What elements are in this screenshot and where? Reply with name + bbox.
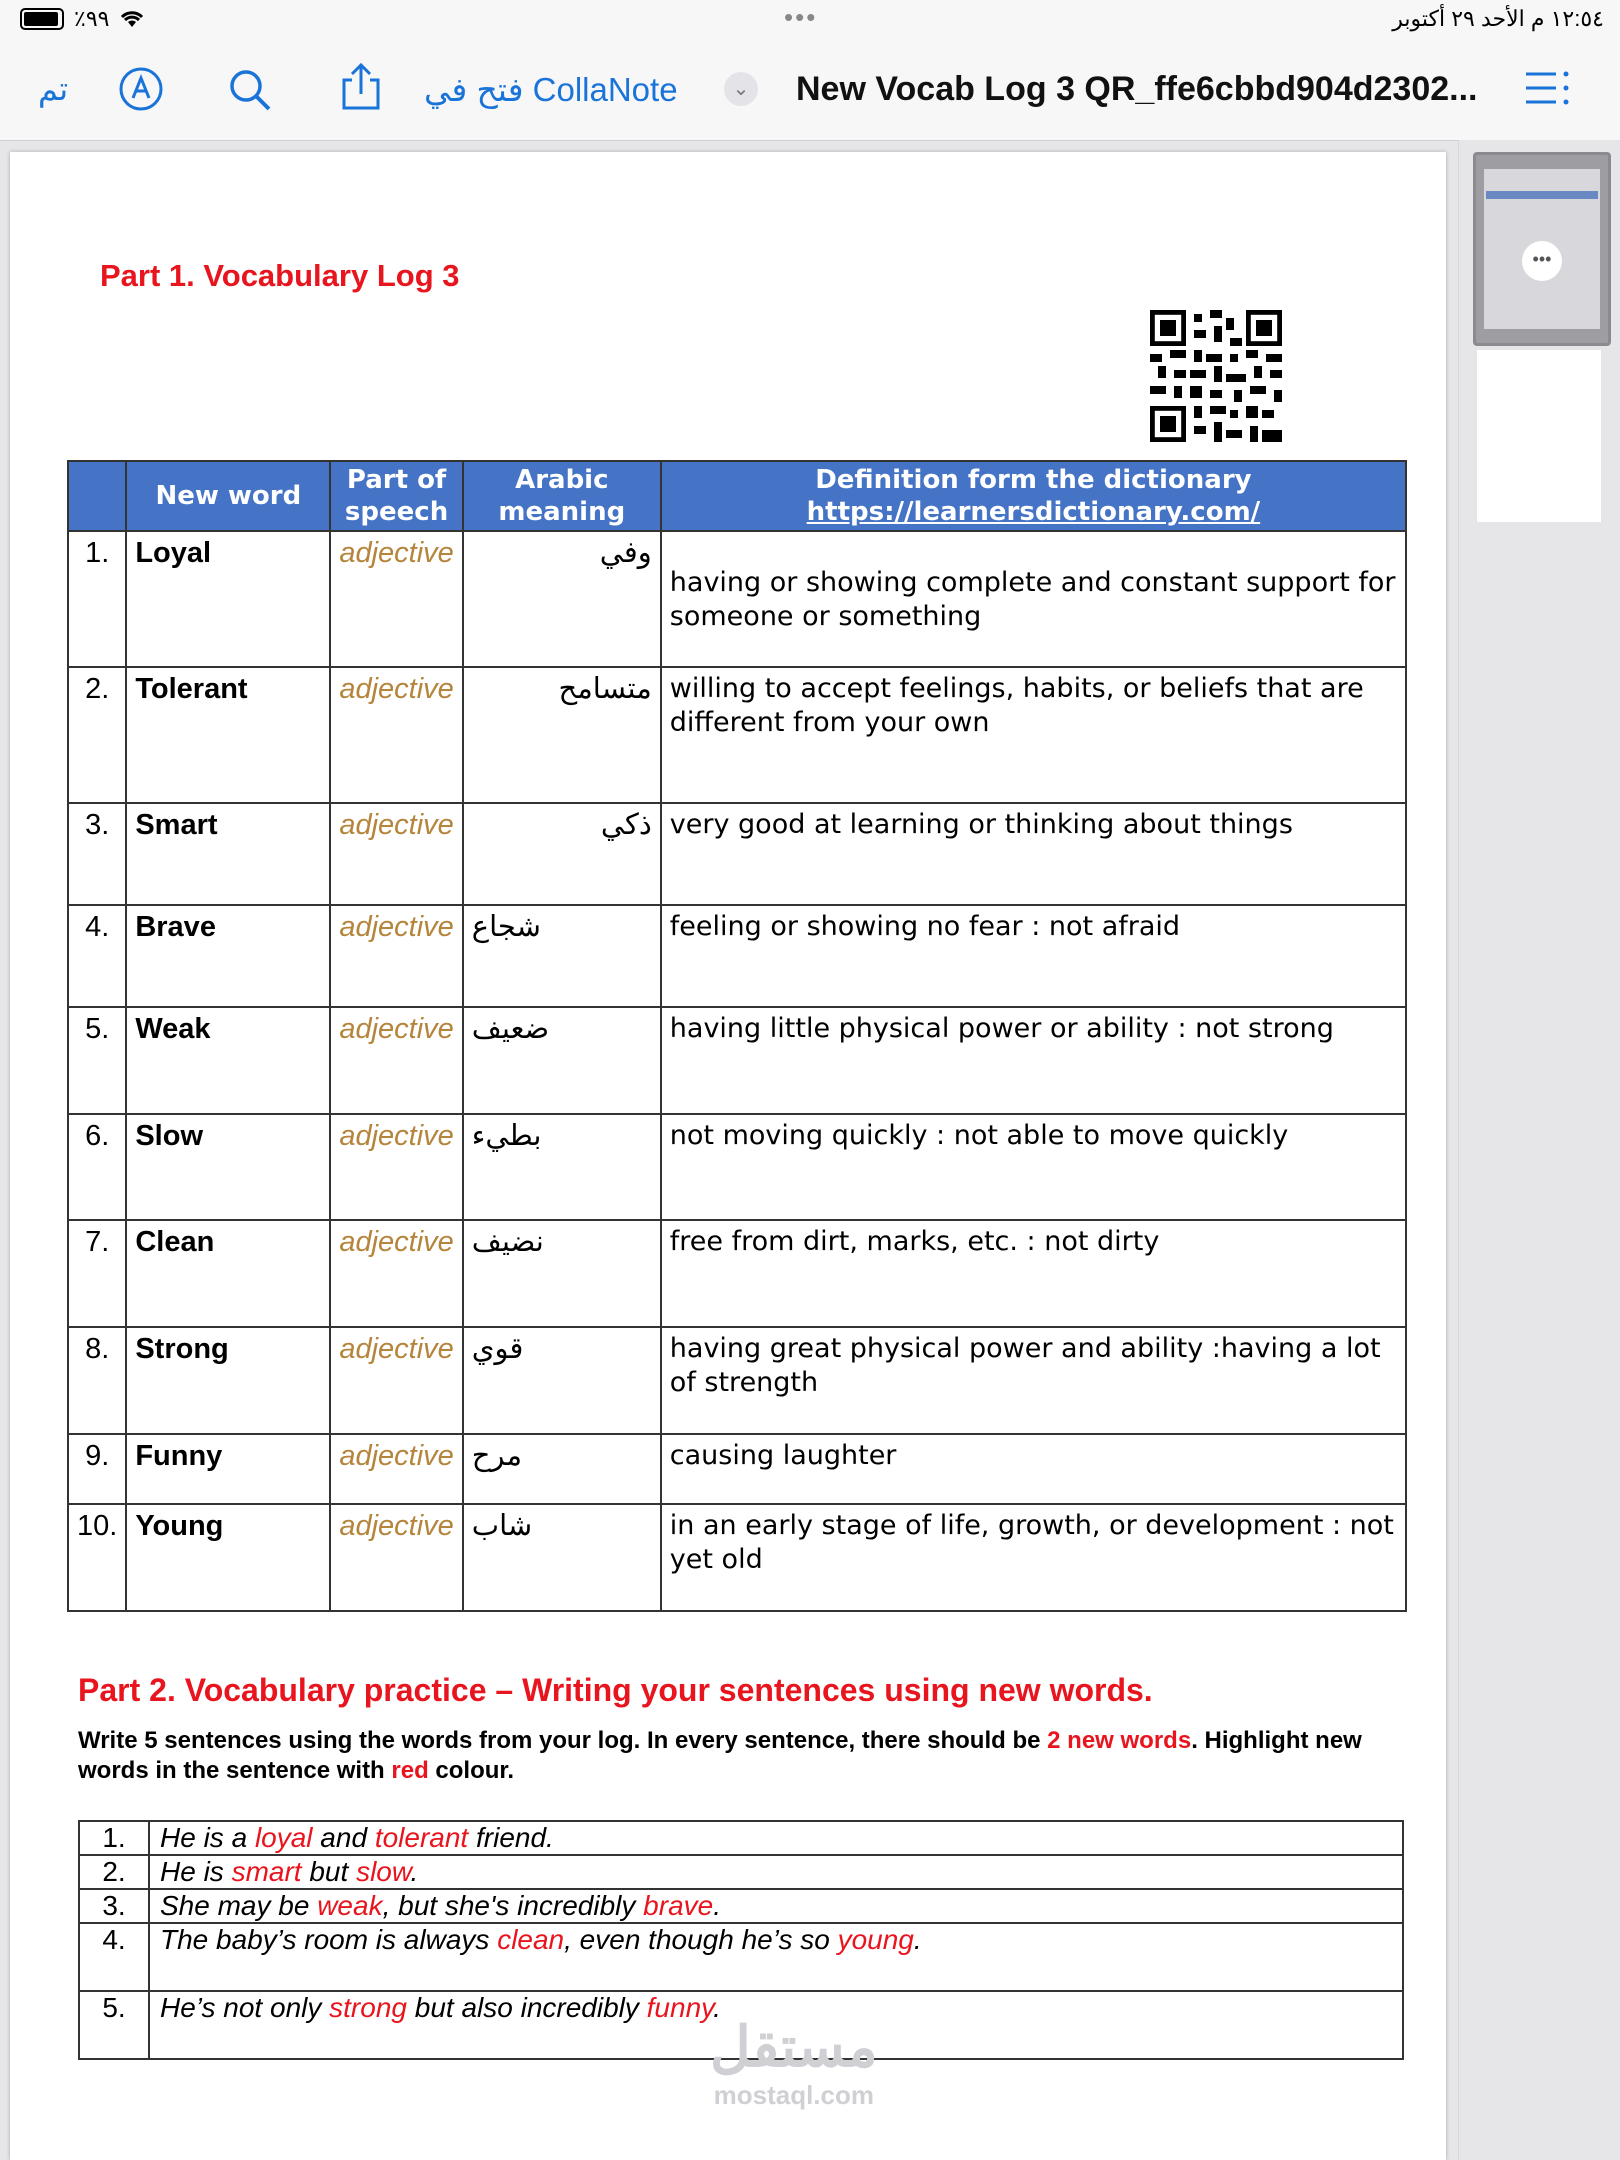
new-word: brave bbox=[643, 1890, 714, 1921]
header-definition bbox=[661, 461, 1406, 531]
row-definition: having or showing complete and constant support for someone or something bbox=[661, 531, 1406, 667]
new-word: young bbox=[837, 1924, 914, 1955]
document-title: New Vocab Log 3 QR_ffe6cbbd904d2302... bbox=[796, 70, 1478, 108]
watermark-latin: mostaql.com bbox=[713, 2080, 874, 2110]
row-part-of-speech: adjective bbox=[330, 1007, 462, 1114]
row-number: 6. bbox=[68, 1114, 126, 1220]
row-word: Tolerant bbox=[126, 667, 330, 803]
table-row bbox=[68, 1504, 1406, 1611]
table-row bbox=[68, 905, 1406, 1007]
row-number: 1. bbox=[68, 531, 126, 667]
sentence-part: She may be bbox=[160, 1890, 318, 1921]
thumbnail-header-bar bbox=[1486, 191, 1598, 199]
markup-button[interactable] bbox=[118, 66, 164, 121]
table-row bbox=[68, 667, 1406, 803]
more-icon[interactable]: ••• bbox=[1522, 241, 1562, 281]
row-definition: in an early stage of life, growth, or development : not yet old bbox=[661, 1504, 1406, 1611]
row-part-of-speech: adjective bbox=[330, 1504, 462, 1611]
search-button[interactable] bbox=[228, 68, 272, 121]
document-page bbox=[10, 152, 1446, 2160]
sentence-part: He’s not only bbox=[160, 1992, 330, 2023]
row-word: Young bbox=[126, 1504, 330, 1611]
new-word: smart bbox=[231, 1856, 302, 1887]
status-left bbox=[20, 6, 145, 32]
row-arabic-meaning: مرح bbox=[463, 1434, 661, 1504]
row-word: Funny bbox=[126, 1434, 330, 1504]
row-number: 8. bbox=[68, 1327, 126, 1434]
sentence-number: 4. bbox=[79, 1923, 149, 1991]
row-number: 10. bbox=[68, 1504, 126, 1611]
row-part-of-speech: adjective bbox=[330, 1327, 462, 1434]
list-button[interactable] bbox=[1524, 70, 1570, 115]
sentence-part: , even though he’s so bbox=[564, 1924, 838, 1955]
new-word: strong bbox=[329, 1992, 407, 2023]
row-arabic-meaning: قوي bbox=[463, 1327, 661, 1434]
table-row bbox=[68, 531, 1406, 667]
sentence-part: but bbox=[301, 1856, 357, 1887]
row-definition: free from dirt, marks, etc. : not dirty bbox=[661, 1220, 1406, 1327]
row-definition: having little physical power or ability : not strong bbox=[661, 1007, 1406, 1114]
row-definition: having great physical power and ability :having a lot of strength bbox=[661, 1327, 1406, 1434]
sentence-row bbox=[79, 1855, 1403, 1889]
sentence-part: He is a bbox=[160, 1822, 255, 1853]
sentence-part: . bbox=[410, 1856, 419, 1887]
row-part-of-speech: adjective bbox=[330, 667, 462, 803]
instr-text-2: . Highlight new words in the sentence with bbox=[78, 1727, 1362, 1784]
row-part-of-speech: adjective bbox=[330, 803, 462, 905]
sentence-text bbox=[149, 1923, 1403, 1991]
sentence-part: . bbox=[713, 1992, 721, 2023]
thumbnail-page-2[interactable] bbox=[1477, 350, 1601, 522]
table-row bbox=[68, 1007, 1406, 1114]
sentence-row bbox=[79, 1821, 1403, 1855]
sentence-number: 2. bbox=[79, 1855, 149, 1889]
row-part-of-speech: adjective bbox=[330, 1220, 462, 1327]
sentence-part: but also incredibly bbox=[406, 1992, 647, 2023]
row-word: Smart bbox=[126, 803, 330, 905]
row-arabic-meaning: بطيء bbox=[463, 1114, 661, 1220]
row-word: Loyal bbox=[126, 531, 330, 667]
share-button[interactable] bbox=[340, 62, 382, 121]
header-number bbox=[68, 461, 126, 531]
sentence-part: . bbox=[913, 1924, 922, 1955]
row-definition: not moving quickly : not able to move quickly bbox=[661, 1114, 1406, 1220]
row-definition: feeling or showing no fear : not afraid bbox=[661, 905, 1406, 1007]
sentence-text bbox=[149, 1889, 1403, 1923]
instr-text-1: Write 5 sentences using the words from your log. In every sentence, there should be bbox=[78, 1727, 1048, 1754]
sentence-text bbox=[149, 1821, 1403, 1855]
row-part-of-speech: adjective bbox=[330, 1434, 462, 1504]
table-row bbox=[68, 1434, 1406, 1504]
table-row bbox=[68, 803, 1406, 905]
markup-icon bbox=[118, 66, 164, 112]
sentence-number: 5. bbox=[79, 1991, 149, 2059]
sentence-text bbox=[149, 1855, 1403, 1889]
sentence-number: 3. bbox=[79, 1889, 149, 1923]
toolbar bbox=[0, 40, 1620, 141]
instr-text-3: colour. bbox=[428, 1757, 515, 1784]
sentence-part: He is bbox=[160, 1856, 232, 1887]
part1-title: Part 1. Vocabulary Log 3 bbox=[100, 258, 460, 293]
new-word: tolerant bbox=[374, 1822, 469, 1853]
qr-code bbox=[1150, 310, 1282, 442]
row-number: 9. bbox=[68, 1434, 126, 1504]
part2-instructions bbox=[78, 1726, 1438, 1786]
status-datetime: ١٢:٥٤ م الأحد ٢٩ أكتوبر bbox=[1392, 6, 1604, 31]
new-word: slow bbox=[356, 1856, 411, 1887]
sentence-row bbox=[79, 1923, 1403, 1991]
list-icon bbox=[1524, 70, 1570, 106]
table-row bbox=[68, 1114, 1406, 1220]
row-word: Slow bbox=[126, 1114, 330, 1220]
header-new-word: New word bbox=[126, 461, 330, 531]
sentence-row bbox=[79, 1889, 1403, 1923]
multitask-dots[interactable]: ••• bbox=[784, 2, 818, 32]
row-number: 2. bbox=[68, 667, 126, 803]
sentence-part: friend. bbox=[468, 1822, 554, 1853]
table-row bbox=[68, 1327, 1406, 1434]
sentence-number: 1. bbox=[79, 1821, 149, 1855]
search-icon bbox=[228, 68, 272, 112]
thumbnail-page-1[interactable] bbox=[1473, 152, 1611, 346]
row-number: 4. bbox=[68, 905, 126, 1007]
vocabulary-table bbox=[67, 460, 1407, 1612]
battery-level: ٪٩٩ bbox=[74, 6, 110, 31]
dictionary-link[interactable]: https://learnersdictionary.com/ bbox=[806, 497, 1261, 527]
row-part-of-speech: adjective bbox=[330, 531, 462, 667]
row-part-of-speech: adjective bbox=[330, 905, 462, 1007]
instr-highlight-1: 2 new words bbox=[1047, 1727, 1192, 1754]
row-number: 7. bbox=[68, 1220, 126, 1327]
header-definition-label: Definition form the dictionary bbox=[815, 465, 1252, 495]
table-header-row bbox=[68, 461, 1406, 531]
row-word: Clean bbox=[126, 1220, 330, 1327]
part2-title: Part 2. Vocabulary practice – Writing your sentences using new words. bbox=[78, 1672, 1153, 1708]
done-button[interactable]: تم bbox=[38, 71, 69, 107]
watermark bbox=[710, 2014, 878, 2111]
row-arabic-meaning: متسامح bbox=[463, 667, 661, 803]
new-word: loyal bbox=[254, 1822, 313, 1853]
page-thumbnails bbox=[1458, 140, 1620, 2160]
row-arabic-meaning: شجاع bbox=[463, 905, 661, 1007]
row-arabic-meaning: شاب bbox=[463, 1504, 661, 1611]
sentence-part: The baby’s room is always bbox=[160, 1924, 498, 1955]
sentence-part: and bbox=[312, 1822, 375, 1853]
row-arabic-meaning: نضيف bbox=[463, 1220, 661, 1327]
chevron-down-icon[interactable]: ⌄ bbox=[724, 72, 758, 106]
new-word: funny bbox=[646, 1992, 714, 2023]
wifi-icon bbox=[119, 9, 145, 29]
row-definition: very good at learning or thinking about things bbox=[661, 803, 1406, 905]
open-in-collanote-button[interactable]: فتح في CollaNote bbox=[424, 71, 678, 108]
row-definition: causing laughter bbox=[661, 1434, 1406, 1504]
watermark-arabic: مستقل bbox=[710, 2015, 878, 2078]
row-part-of-speech: adjective bbox=[330, 1114, 462, 1220]
instr-highlight-2: red bbox=[391, 1757, 429, 1784]
header-part-of-speech: Part of speech bbox=[330, 461, 462, 531]
share-icon bbox=[340, 62, 382, 112]
row-number: 5. bbox=[68, 1007, 126, 1114]
status-bar bbox=[0, 0, 1620, 40]
row-arabic-meaning: ضعيف bbox=[463, 1007, 661, 1114]
header-arabic-meaning: Arabic meaning bbox=[463, 461, 661, 531]
sentence-part: , but she's incredibly bbox=[382, 1890, 644, 1921]
row-number: 3. bbox=[68, 803, 126, 905]
new-word: clean bbox=[497, 1924, 565, 1955]
battery-icon bbox=[20, 8, 64, 30]
row-arabic-meaning: ذكي bbox=[463, 803, 661, 905]
new-word: weak bbox=[317, 1890, 383, 1921]
sentence-part: . bbox=[713, 1890, 721, 1921]
table-row bbox=[68, 1220, 1406, 1327]
row-word: Strong bbox=[126, 1327, 330, 1434]
row-word: Weak bbox=[126, 1007, 330, 1114]
row-arabic-meaning: وفي bbox=[463, 531, 661, 667]
row-definition: willing to accept feelings, habits, or beliefs that are different from your own bbox=[661, 667, 1406, 803]
row-word: Brave bbox=[126, 905, 330, 1007]
